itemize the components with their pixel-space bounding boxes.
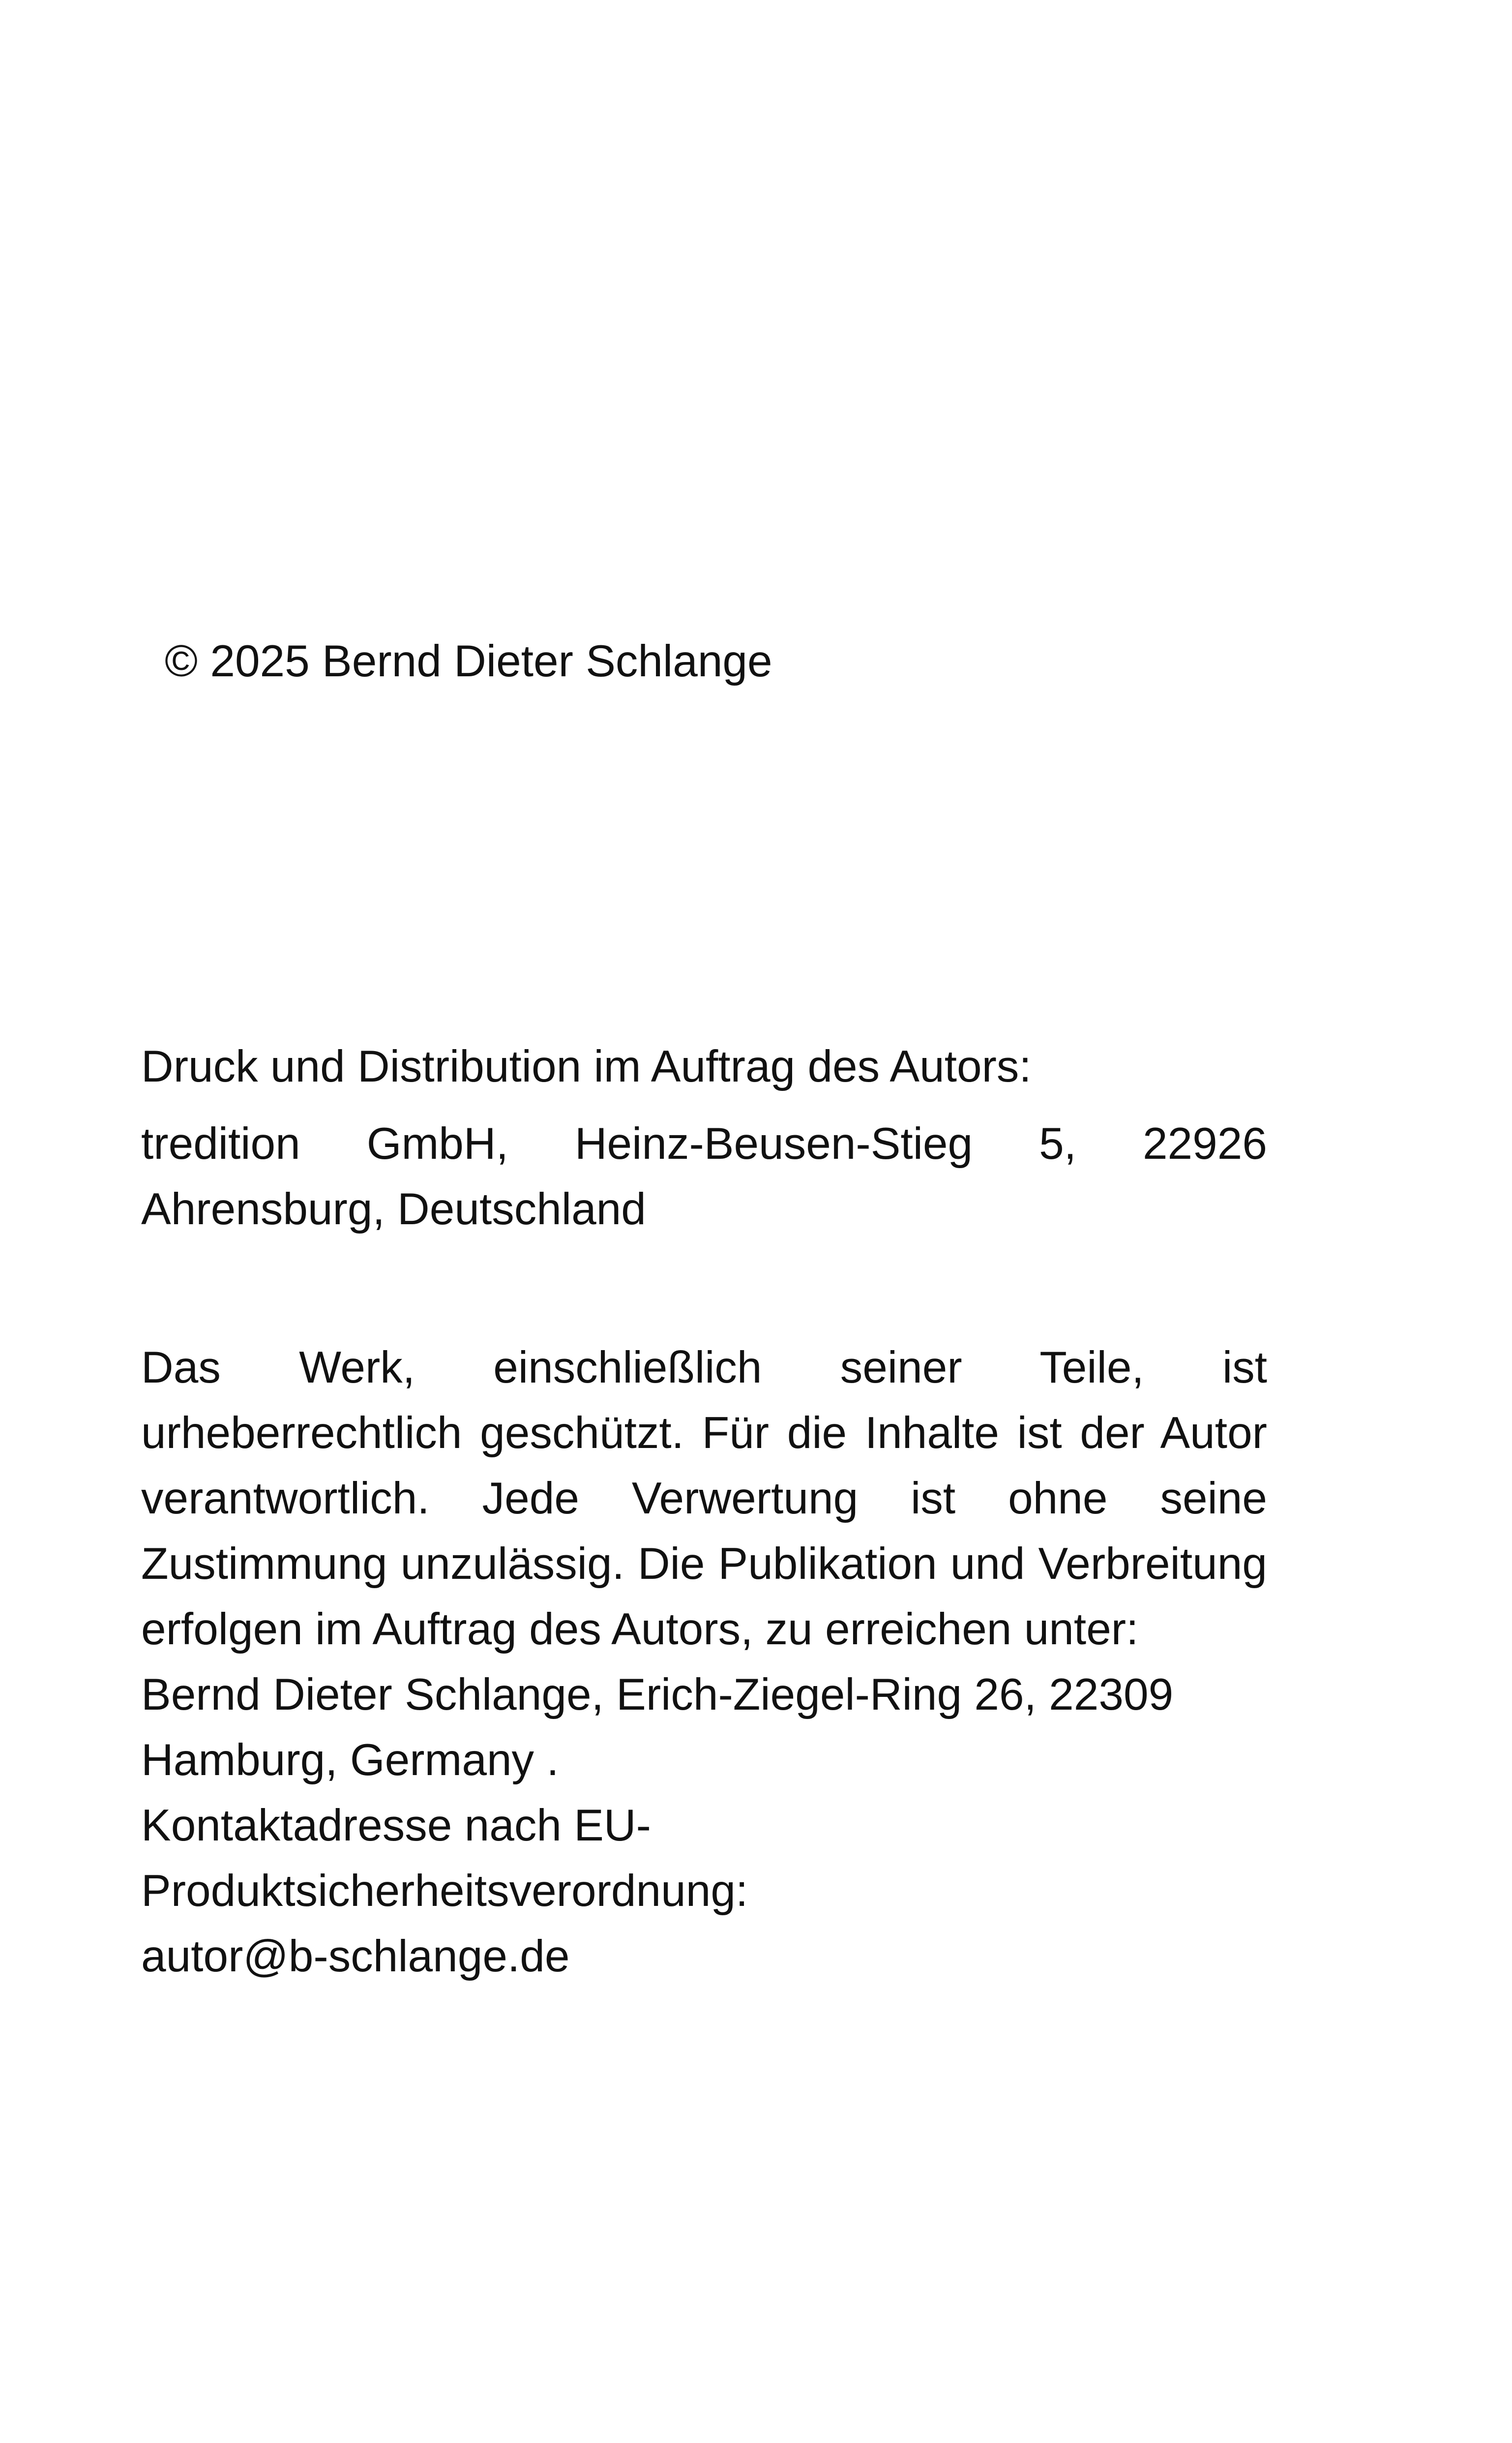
author-address-line: Hamburg, Germany . xyxy=(141,1735,559,1785)
rights-info xyxy=(141,1335,1267,1989)
contact-email: autor@b-schlange.de xyxy=(141,1931,570,1981)
printing-info xyxy=(141,1034,1267,1242)
rights-paragraph: Das Werk, einschließlich seiner Teile, ist urheberrechtlich geschützt. Für die Inhalte ist der Autor verantwortlich. Jede Verwertung ist ohne seine Zustimmung unzulässig. Die Publikation und Verbreitung erfolgen im Auftrag des Autors, zu erreichen unter: xyxy=(141,1343,1267,1654)
copyright-notice: © 2025 Bernd Dieter Schlange xyxy=(165,636,772,686)
contact-label-line: Produktsicherheitsverordnung: xyxy=(141,1866,748,1916)
printing-address: tredition GmbH, Heinz-Beusen-Stieg 5, 22926 Ahrensburg, Deutschland xyxy=(141,1119,1267,1234)
printing-heading: Druck und Distribution im Auftrag des Autors: xyxy=(141,1042,1032,1091)
author-contact xyxy=(141,1662,1267,1989)
author-address-line: Bernd Dieter Schlange, Erich-Ziegel-Ring 26, 22309 xyxy=(141,1670,1174,1719)
contact-label-line: Kontaktadresse nach EU- xyxy=(141,1801,651,1850)
